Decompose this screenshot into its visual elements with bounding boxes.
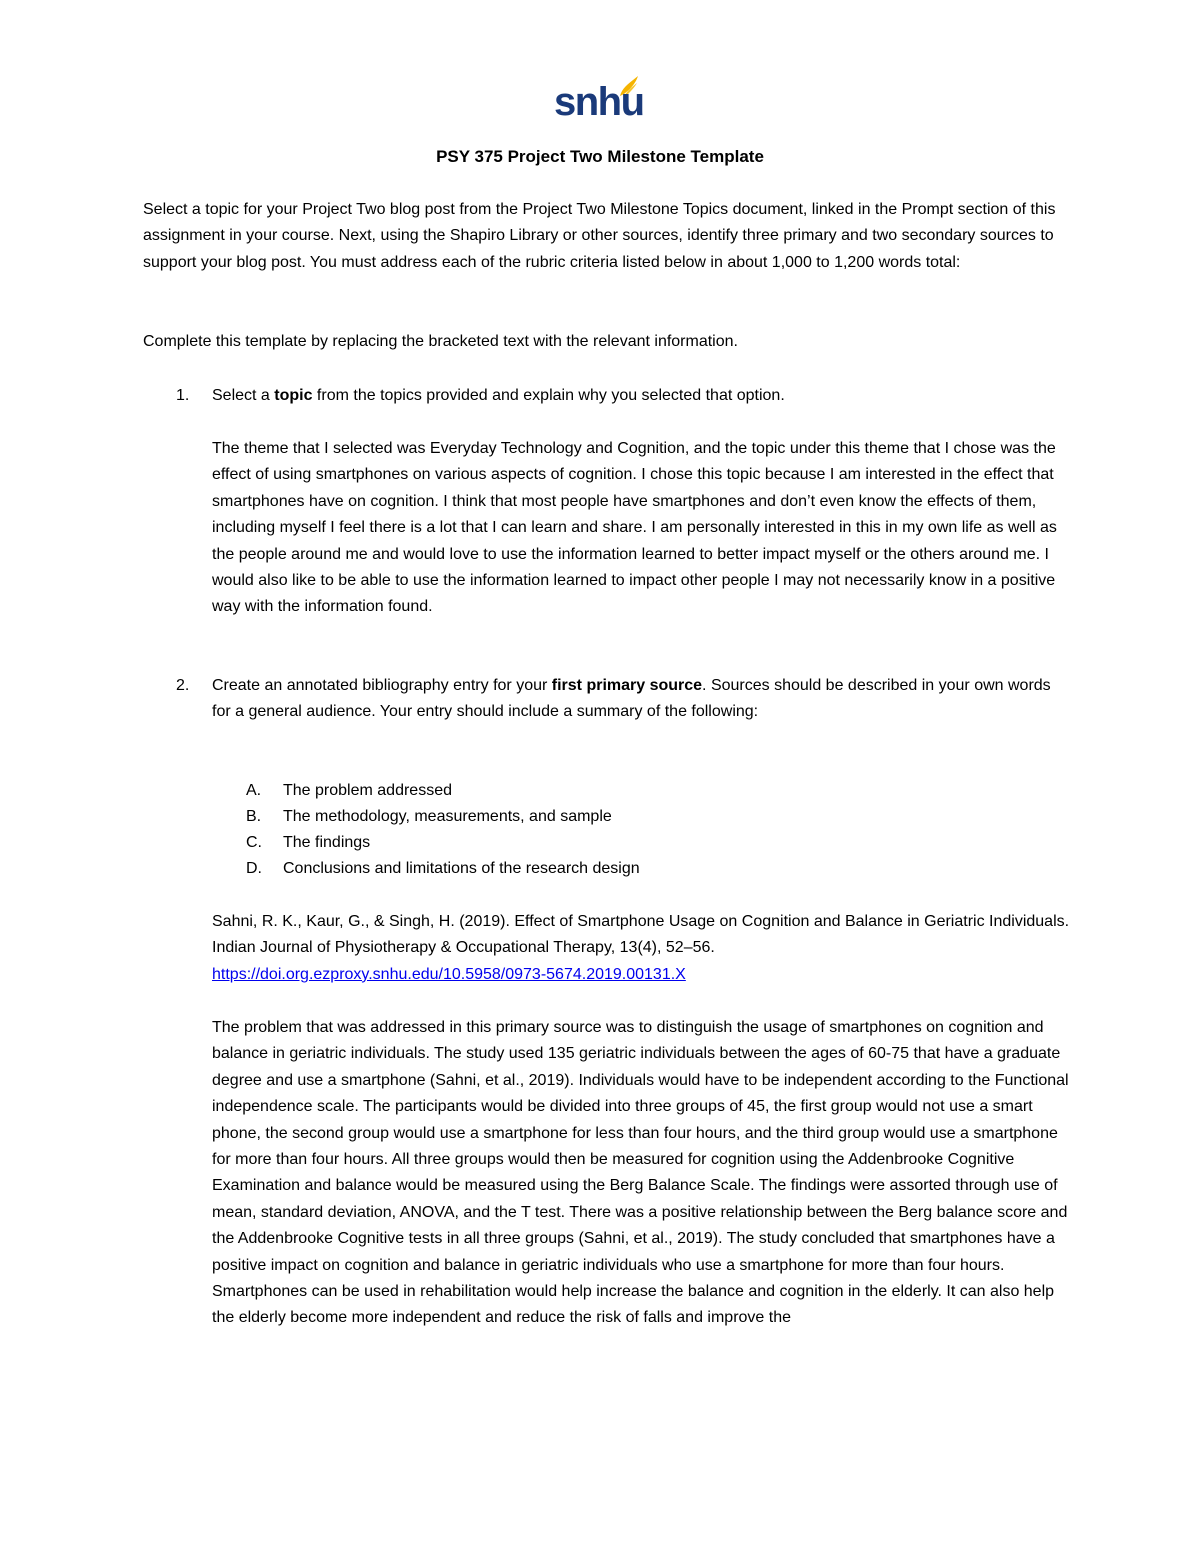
item-2-prompt-after: . Sources should be described in your own words for a general audience. Your entry should include a summary of the following: bbox=[212, 677, 1051, 721]
subitem-a-text: The problem addressed bbox=[283, 782, 452, 799]
subitem-d-text: Conclusions and limitations of the research design bbox=[283, 860, 640, 877]
item-1-prompt-before: Select a bbox=[212, 387, 275, 404]
subitem-b-text: The methodology, measurements, and sample bbox=[283, 808, 612, 825]
subitem-a-letter: A. bbox=[246, 782, 262, 799]
snhu-logo bbox=[554, 74, 644, 132]
item-2-prompt-before: Create an annotated bibliography entry for your bbox=[212, 677, 552, 694]
subitem-c-letter: C. bbox=[246, 834, 262, 851]
item-1-response: The theme that I selected was Everyday Technology and Cognition, and the topic under this theme that I chose was the effect of using smartphones on various aspects of cognition. I chose this topic because I am interested in the effect that smartphones have on cognition. I think that most people have smartphones and don’t even know the effects of them, including myself I feel there is a lot that I can learn and share. I am personally interested in this in my own life as well as the people around me and would love to use the information learned to better impact myself or the others around me. I would also like to be able to use the information learned to impact other people I may not necessarily know in a positive way with the information found. bbox=[212, 440, 1057, 616]
instructions-paragraph: Complete this template by replacing the bracketed text with the relevant information. bbox=[143, 333, 738, 350]
item-2-prompt bbox=[212, 673, 1070, 726]
item-2-number: 2. bbox=[176, 677, 190, 694]
item-2-response: The problem that was addressed in this primary source was to distinguish the usage of smartphones on cognition and balance in geriatric individuals. The study used 135 geriatric individuals between the ages of 60-75 that have a graduate degree and use a smartphone (Sahni, et al., 2019). Individuals would have to be independent according to the Functional independence scale. The participants would be divided into three groups of 45, the first group would not use a smart phone, the second group would use a smartphone for less than four hours, and the third group would use a smartphone for more than four hours. All three groups would then be measured for cognition using the Addenbrooke Cognitive Examination and balance would be measured using the Berg Balance Scale. The findings were assorted through use of mean, standard deviation, ANOVA, and the T test. There was a positive relationship between the Berg balance score and the Addenbrooke Cognitive tests in all three groups (Sahni, et al., 2019). The study concluded that smartphones have a positive impact on cognition and balance in geriatric individuals who use a smartphone for more than four hours. Smartphones can be used in rehabilitation would help increase the balance and cognition in the elderly. It can also help the elderly become more independent and reduce the risk of falls and improve the bbox=[212, 1019, 1069, 1327]
subitem-c-text: The findings bbox=[283, 834, 371, 851]
item-1-prompt bbox=[212, 383, 1070, 409]
item-1-number: 1. bbox=[176, 387, 190, 404]
item-1-prompt-after: from the topics provided and explain why you selected that option. bbox=[312, 387, 785, 404]
page-title: PSY 375 Project Two Milestone Template bbox=[436, 147, 764, 166]
intro-paragraph: Select a topic for your Project Two blog post from the Project Two Milestone Topics document, linked in the Prompt section of this assignment in your course. Next, using the Shapiro Library or other sources, identify three primary and two secondary sources to support your blog post. You must address each of the rubric criteria listed below in about 1,000 to 1,200 words total: bbox=[143, 201, 1056, 271]
item-2-prompt-bold: first primary source bbox=[551, 677, 703, 694]
citation-text: Sahni, R. K., Kaur, G., & Singh, H. (2019). Effect of Smartphone Usage on Cognition and Balance in Geriatric Individuals. Indian Journal of Physiotherapy & Occupational Therapy, 13(4), 52–56. bbox=[212, 913, 1070, 957]
citation-doi-link[interactable]: https://doi.org.ezproxy.snhu.edu/10.5958/0973-5674.2019.00131.X bbox=[212, 965, 686, 983]
subitem-d-letter: D. bbox=[246, 860, 262, 877]
subitem-b-letter: B. bbox=[246, 808, 262, 825]
citation bbox=[212, 909, 1070, 988]
logo-text: snhu bbox=[554, 80, 644, 124]
item-1-prompt-bold: topic bbox=[274, 387, 313, 404]
